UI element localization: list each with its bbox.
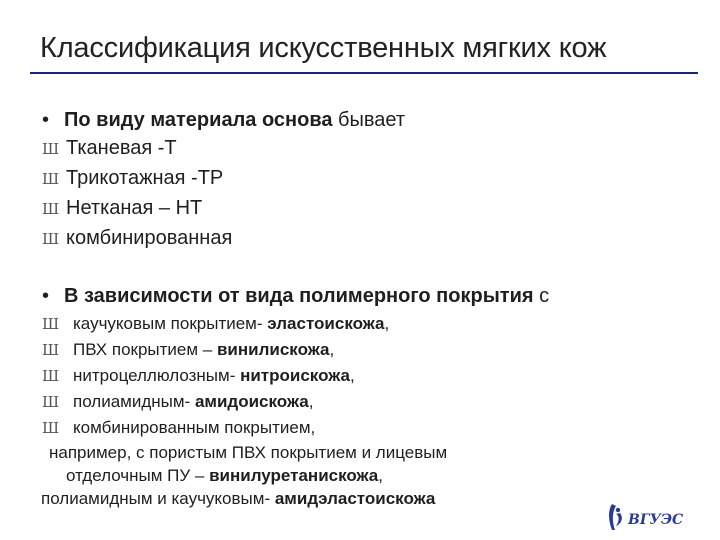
arrow-marker-icon: Ш	[42, 393, 60, 411]
list-item	[42, 311, 549, 337]
arrow-marker-icon: Ш	[42, 170, 60, 188]
title-divider	[30, 72, 698, 74]
section-heading	[42, 282, 549, 310]
list-item	[42, 363, 549, 389]
item-text: ПВХ покрытием –	[73, 340, 217, 359]
example-line	[42, 464, 549, 487]
slide-title: Классификация искусственных мягких кож	[40, 32, 607, 64]
list-item	[42, 415, 549, 441]
example-text: полиамидным и каучуковым-	[41, 489, 275, 508]
logo-text: ВГУЭС	[628, 512, 684, 528]
university-logo	[606, 500, 690, 534]
example-term: амидэластоискожа	[274, 489, 436, 508]
example-line: например, с пористым ПВХ покрытием и лицевым	[49, 443, 448, 462]
section-base-material	[42, 106, 405, 254]
item-tail: ,	[384, 314, 390, 333]
item-term: эластоискожа	[267, 314, 385, 333]
item-text: комбинированным покрытием,	[73, 418, 316, 437]
list-item	[42, 337, 549, 363]
item-text: нитроцеллюлозным-	[73, 366, 241, 385]
list-item	[42, 134, 405, 164]
item-text: комбинированная	[66, 227, 233, 249]
item-term: амидоискожа	[194, 392, 309, 411]
arrow-marker-icon: Ш	[42, 315, 60, 333]
item-text: Нетканая – НТ	[66, 197, 203, 219]
item-text: Тканевая -Т	[66, 137, 177, 159]
item-text: Трикотажная -ТР	[66, 167, 224, 189]
list-item	[42, 389, 549, 415]
item-term: нитроискожа	[240, 366, 350, 385]
example-line	[41, 487, 549, 510]
example-term: винилуретанискожа	[209, 466, 379, 485]
arrow-marker-icon: Ш	[42, 230, 60, 248]
arrow-marker-icon: Ш	[42, 419, 60, 437]
section-heading	[42, 106, 405, 134]
list-item	[42, 224, 405, 254]
arrow-marker-icon: Ш	[42, 140, 60, 158]
example-text: отделочным ПУ –	[66, 466, 210, 485]
item-tail: ,	[329, 340, 335, 359]
item-term: винилискожа	[216, 340, 330, 359]
item-tail: ,	[308, 392, 314, 411]
bullet-icon: •	[42, 285, 50, 307]
section-polymer-coating	[42, 282, 549, 510]
arrow-marker-icon: Ш	[42, 341, 60, 359]
example-tail: ,	[378, 466, 383, 485]
heading-rest: бывает	[332, 109, 406, 131]
heading-rest: с	[533, 285, 550, 307]
bullet-icon: •	[42, 109, 50, 131]
heading-bold: По виду материала основа	[64, 109, 333, 131]
item-tail: ,	[349, 366, 355, 385]
list-item	[42, 194, 405, 224]
arrow-marker-icon: Ш	[42, 200, 60, 218]
item-text: полиамидным-	[73, 392, 195, 411]
heading-bold: В зависимости от вида полимерного покрытия	[64, 285, 534, 307]
arrow-marker-icon: Ш	[42, 367, 60, 385]
list-item	[42, 164, 405, 194]
item-text: каучуковым покрытием-	[73, 314, 268, 333]
